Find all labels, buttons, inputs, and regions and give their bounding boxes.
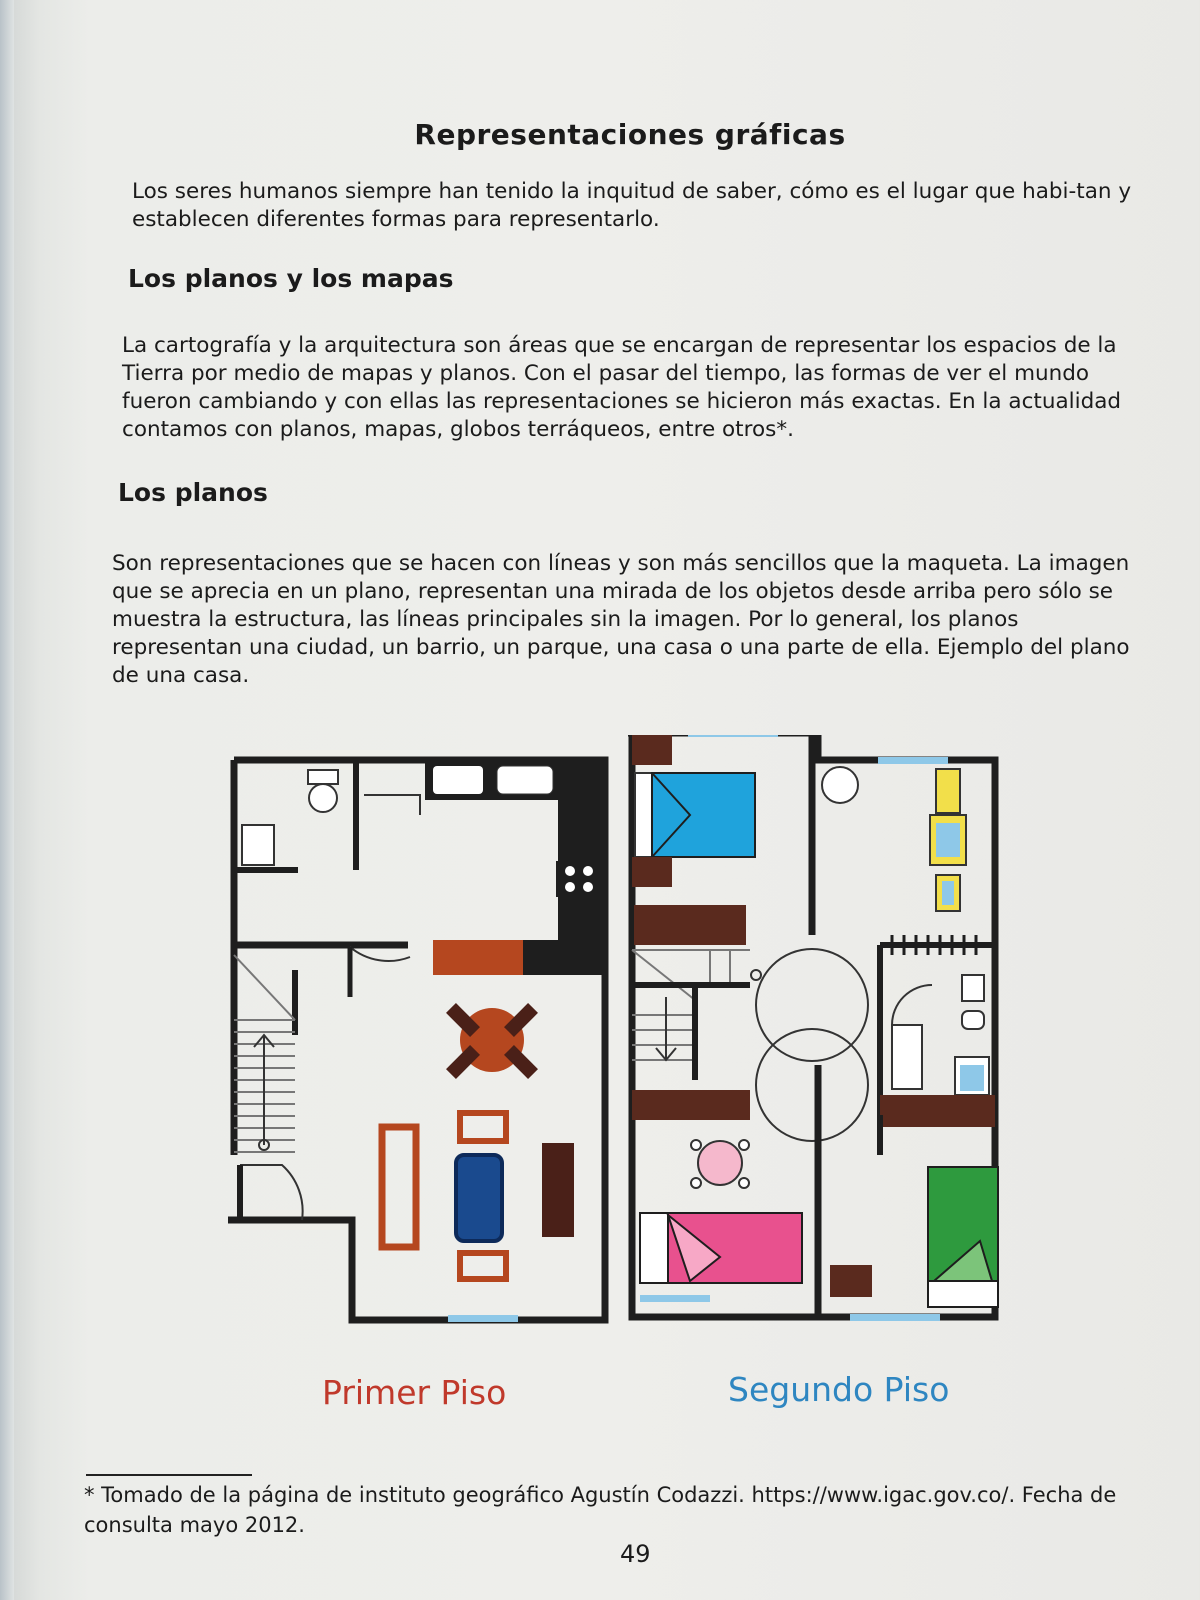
sofa (382, 1127, 416, 1247)
plans-paragraph: Son representaciones que se hacen con líneas y son más sencillos que la maqueta. La imagen que se aprecia en un plano, representan una mirada de los objetos desde arriba pero sólo se muestra la estructura, las líneas principales sin la imagen. Por lo general, los planos representan una ciudad, un barrio, un parque, una casa o una parte de ella. Ejemplo del plano de una casa. (112, 551, 1130, 688)
first-floor-plan (228, 760, 605, 1322)
second-floor-stairs (632, 950, 750, 1060)
first-floor-label: Primer Piso (322, 1373, 507, 1412)
cartography-paragraph: La cartografía y la arquitectura son áreas que se encargan de representar los espacios de la Tierra por medio de mapas y planos. Con el pasar del tiempo, las formas de ver el mundo fueron cambiando y con ellas las representaciones se hicieron más exactas. En la actualidad contamos con planos, mapas, globos terráqueos, entre otros*. (122, 333, 1122, 442)
footnote: * Tomado de la página de instituto geográfico Agustín Codazzi. https://www.igac.gov.co/. Fecha de consulta mayo 2012. (84, 1483, 1117, 1537)
intro-paragraph: Los seres humanos siempre han tenido la inquitud de saber, cómo es el lugar que habi-tan y establecen diferentes formas para representarlo. (132, 179, 1132, 232)
armchair (460, 1113, 506, 1141)
bathtub (892, 1025, 922, 1089)
pink-table (698, 1141, 742, 1185)
page-title: Representaciones gráficas (414, 118, 846, 151)
entrance-door (240, 1165, 303, 1220)
window (448, 1315, 518, 1322)
kitchen-sink (433, 766, 483, 794)
dining-table (446, 1003, 538, 1079)
blue-bed (652, 773, 755, 857)
kitchen-cabinet (433, 940, 523, 975)
stairs-down-arrow-icon (656, 997, 676, 1060)
stove (556, 861, 602, 897)
toilet-icon (308, 770, 338, 784)
bathroom-sink-icon (242, 825, 274, 865)
page-number: 49 (620, 1540, 651, 1568)
section-heading-planos: Los planos (118, 478, 268, 507)
toilet-icon (822, 767, 858, 803)
house-floor-plans (220, 735, 1040, 1355)
tv-cabinet (542, 1143, 574, 1237)
wardrobe (634, 905, 746, 945)
second-floor-label: Segundo Piso (728, 1370, 950, 1409)
coffee-table (456, 1155, 502, 1241)
footnote-rule (86, 1474, 252, 1476)
section-heading-planos-mapas: Los planos y los mapas (128, 264, 454, 293)
page-edge (0, 0, 14, 1600)
second-floor-plan (628, 735, 998, 1321)
